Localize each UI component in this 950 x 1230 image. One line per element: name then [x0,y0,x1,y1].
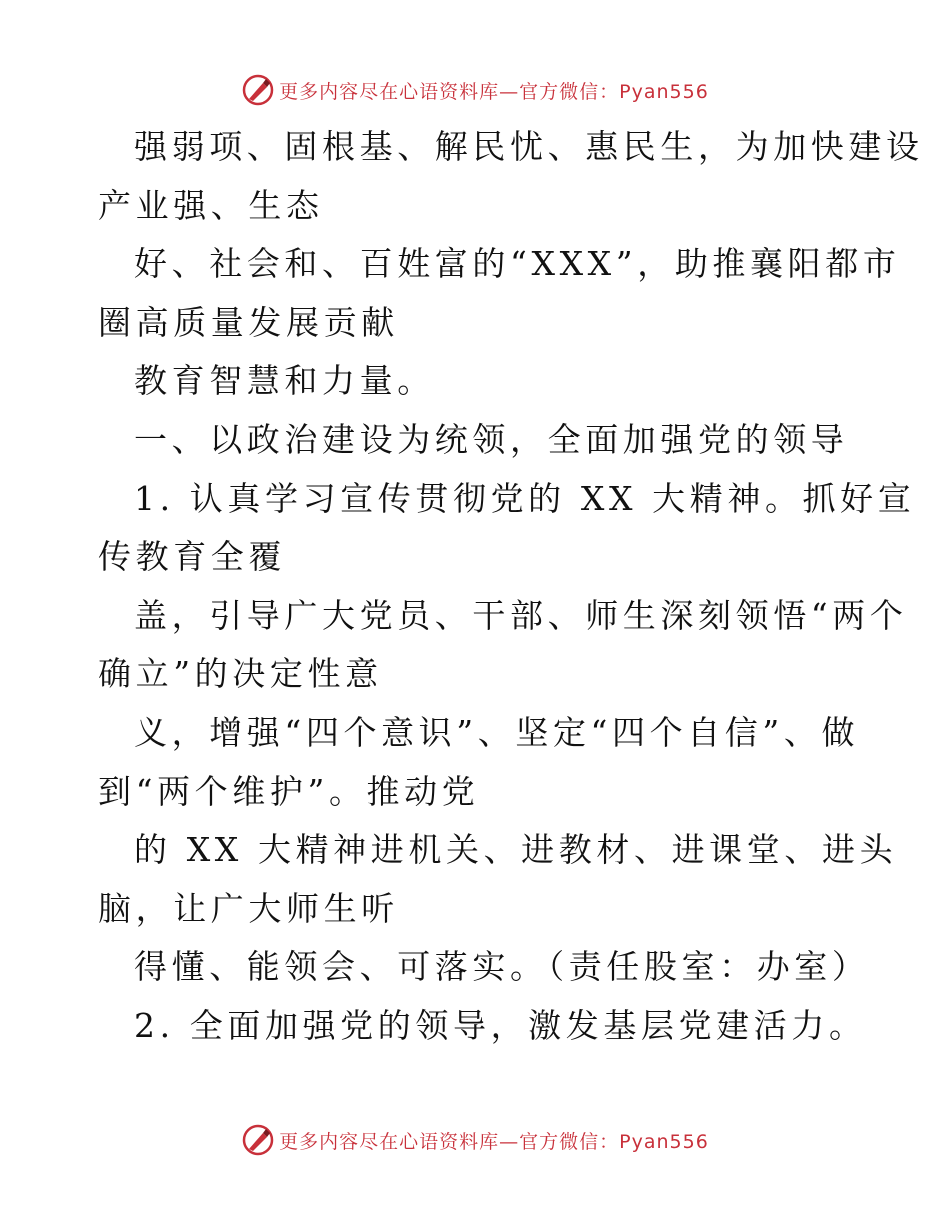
section-heading: 一、以政治建设为统领，全面加强党的领导 [134,419,849,459]
document-body [98,118,924,1056]
body-line: 产业强、生态 [98,185,324,225]
header-banner [0,70,950,110]
body-line: 强弱项、固根基、解民忧、惠民生，为加快建设 [134,127,924,166]
footer-text: 更多内容尽在心语资料库—官方微信：Pyan556 [279,1130,709,1153]
body-line: 的 XX 大精神进机关、进教材、进课堂、进头 [134,830,898,870]
body-line: 脑，让广大师生听 [98,888,399,928]
body-line: 传教育全覆 [98,537,286,577]
body-line: 教育智慧和力量。 [134,361,435,401]
footer-banner [0,1120,950,1160]
body-line: 盖，引导广大党员、干部、师生深刻领悟“两个 [134,595,908,635]
pen-circle-logo-icon [241,1123,275,1157]
body-line: 确立”的决定性意 [98,654,383,694]
body-line: 到“两个维护”。推动党 [98,771,480,811]
body-line: 圈高质量发展贡献 [98,302,399,342]
header-text: 更多内容尽在心语资料库—官方微信：Pyan556 [279,80,709,103]
body-line: 义，增强“四个意识”、坚定“四个自信”、做 [134,712,860,752]
body-line: 1. 认真学习宣传贯彻党的 XX 大精神。抓好宣 [134,478,916,518]
body-line: 好、社会和、百姓富的“XXX”，助推襄阳都市 [134,244,901,284]
pen-circle-logo-icon [241,73,275,107]
body-line: 得懂、能领会、可落实。（责任股室：办室） [134,947,870,987]
body-line: 2. 全面加强党的领导，激发基层党建活力。 [134,1005,867,1045]
